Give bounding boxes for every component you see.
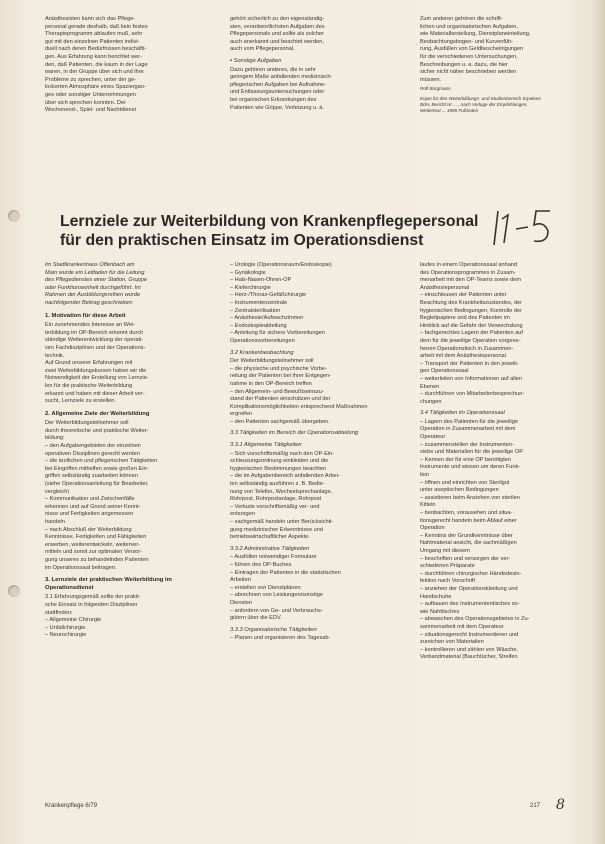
binder-hole — [8, 210, 20, 222]
text-line: wie Nahttisches — [420, 608, 460, 615]
text-line: sucht, Lernziele zu erstellen. — [45, 398, 116, 405]
text-line: – Instrumentenzentrale — [230, 299, 288, 306]
text-line: Ein zunehmendes Interesse an Wei- — [45, 322, 136, 329]
text-line: durch theoretische und praktische Weiter- — [45, 427, 149, 434]
text-line: – Transport der Patienten in den jeweili- — [420, 360, 519, 367]
text-line: Zum anderen gehören die schrift- — [420, 16, 503, 22]
text-line: – zusammenstellen der Instrumenten- — [420, 441, 514, 448]
page-number-area — [530, 799, 590, 825]
text-line: – Anleitung für sichere Vorbereitungen — [230, 330, 325, 337]
text-line: chungen — [420, 398, 442, 405]
text-line: – Neurochirurgie — [45, 632, 87, 639]
text-line: ven Fachdisziplinen und der Operations- — [45, 344, 146, 351]
text-line: gung unseres zu behandelnden Patienten — [45, 556, 149, 563]
text-line: – erstellen von Dienstplänen — [230, 584, 301, 591]
text-line: ten selbständig ausführen z. B. Bedie- — [230, 481, 325, 488]
main-column-1 — [45, 262, 205, 640]
page-edge-shadow — [591, 0, 605, 844]
text-line: schiedenen Präparate — [420, 563, 475, 570]
text-line: zwei Weiterbildungskursen haben wir die — [45, 367, 147, 374]
text-line: – Kenntnis der Grundkenntnisse über — [420, 532, 513, 539]
text-line: erkannt und haben mit dieser Arbeit ver- — [45, 390, 145, 397]
text-line: geringem Maße anfallenden medizinisch- — [230, 74, 333, 81]
text-line: – Hals-Nasen-Ohren-OP — [230, 277, 292, 284]
text-line: Arbeiten — [230, 577, 251, 584]
section-heading: 2. Allgemeine Ziele der Weiterbildung — [45, 410, 150, 417]
text-line: (siehe Operationsanleitung für Bearbeiter, — [45, 481, 149, 488]
text-line: – Sich vorschriftsmäßig nach den OP-Ein- — [230, 450, 335, 457]
text-line: Dazu gehören anderes, die in sehr — [230, 66, 316, 73]
text-line: Therapieprogramm ablaufen muß, sehr — [45, 31, 143, 38]
page-number: 217 — [530, 803, 541, 809]
text-line: sammenarbeit mit dem Operateur — [420, 623, 504, 630]
section-heading: 3.3 Tätigkeiten im Bereich der Operationsabteilung — [230, 430, 359, 437]
text-line: – fachgerechtes Lagern der Patienten auf — [420, 330, 523, 337]
text-line: – aufbauen des Instrumententisches so- — [420, 601, 520, 608]
text-line: griffen selbständig zuarbeiten können — [45, 473, 138, 480]
text-line: des Operationsprogrammes in Zusam- — [420, 269, 516, 276]
text-line: dem für die jeweilige Operation vorgese- — [420, 337, 521, 344]
text-line: Rahmen der Ausbildungsreihen wurde — [45, 292, 140, 299]
text-line: tion — [420, 472, 430, 479]
section-heading: 3.3.1 Allgemeine Tätigkeiten — [230, 442, 302, 449]
text-line: Beachtung des Krankheitszustandes, der — [420, 299, 522, 306]
text-line: – Herz-/Thorax-Gefäßchirurgie — [230, 292, 307, 299]
binder-hole — [8, 585, 20, 597]
text-line: Kopie für den Weiterbildungs- und Studienbereich Erpekom — [420, 96, 541, 102]
text-line: – Verluste vorschriftsmäßig ver- und — [230, 503, 320, 510]
text-line: über sich sprechen konnten. Der — [45, 99, 126, 106]
text-line: – kontrollieren und zählen von Wäsche, — [420, 646, 518, 653]
text-line: Auf Grund unserer Erfahrungen mit — [45, 360, 133, 367]
text-line: Anästhesiepersonal — [420, 284, 470, 291]
section-heading: 3. Lernziele der praktischen Weiterbildung im Operationsdienst — [45, 577, 172, 591]
text-line: – Zentralsterilisation — [230, 307, 281, 314]
text-line: – anfordern von Ge- und Verbrauchs- — [230, 607, 323, 614]
handwritten-page-mark: 8 — [556, 797, 565, 813]
text-line: auch anerkannt und beachtet werden, — [230, 38, 324, 45]
text-line: gen. Aus Erfahrung kann berichtet wer- — [45, 53, 143, 60]
text-line: – führen des OP-Buches — [230, 561, 292, 568]
main-column-2 — [230, 262, 390, 643]
author-signature: Rolf Borgmann — [420, 86, 451, 92]
text-line: – die physische und psychische Vorbe- — [230, 365, 327, 372]
text-line: Weitertext ... 1985 Fußnoten — [420, 108, 479, 114]
text-line: nung von Telefon, Wechselsprechanlage, — [230, 488, 333, 495]
text-line: rung, Ausfüllen von Geldbescheinigungen — [420, 46, 524, 53]
text-line: Im Stadtkrankenhaus Offenbach am — [45, 262, 135, 268]
text-line: personal gerade deshalb, daß kein festes — [45, 23, 148, 30]
text-line: – den Patienten sachgemäß übergeben. — [230, 418, 330, 425]
text-line: ges oder sonstiger Unternehmungen — [45, 91, 136, 98]
top-column-1 — [45, 16, 195, 115]
text-line: für die verschiedenen Untersuchungen, — [420, 53, 518, 60]
text-line: Operateur — [420, 434, 446, 441]
text-line: handeln — [45, 519, 65, 525]
text-line: vergleich) — [45, 488, 70, 495]
text-line: – Unfallchirurgie — [45, 624, 86, 631]
text-line: operativen Disziplinen gerecht werden — [45, 450, 140, 457]
text-line: gung medizinischer Erkenntnisse und — [230, 526, 323, 533]
text-line: duell nach deren Bedürfnissen beschäfti- — [45, 46, 147, 53]
text-line: erwerben, weiterentwickeln, weiterver- — [45, 541, 141, 548]
section-heading: ▪ Sonstige Aufgaben — [230, 57, 282, 64]
text-line: sten, verantwortlichsten Aufgaben des — [230, 23, 325, 30]
section-heading: 3.4 Tätigkeiten im Operationssaal — [420, 410, 505, 417]
text-line: nachfolgender Beitrag geschrieben: — [45, 299, 134, 306]
text-line: Der Weiterbildungsteilnehmer soll — [45, 420, 129, 427]
text-line: stattfinden: — [45, 609, 73, 616]
text-line: ergreifen — [230, 411, 253, 418]
text-line: Operationsvorbereitungen — [230, 337, 295, 344]
text-line: arbeit mit dem Anästhesiepersonal — [420, 353, 506, 360]
text-line: – assistieren beim Anziehen von sterilen — [420, 494, 520, 501]
title-line-2: für den praktischen Einsatz im Operationsdienst — [60, 232, 424, 249]
text-line: Probleme zu sprechen, unter der ge- — [45, 76, 137, 83]
text-line: – situationsgerecht Instrumentieren und — [420, 631, 519, 638]
text-line: – abwaschen des Operationsgebietes in Zu- — [420, 616, 530, 623]
text-line: Rohrpost, Rohrpostanlage, Rohrpost — [230, 496, 322, 503]
text-line: gütern über die EDV. — [230, 615, 282, 622]
text-line: technik. — [45, 352, 65, 359]
text-line: – Eintragen der Patienten in die statistischen — [230, 569, 341, 576]
journal-footer: Krankenpflege 6/79 — [45, 803, 98, 809]
text-line: entsorgen — [230, 511, 255, 518]
text-line: Verbandmaterial (Bauchtücher, Streifen — [420, 654, 518, 661]
text-line: lockerten Atmosphäre eines Spaziergan- — [45, 84, 146, 91]
text-line: bildung: — [45, 435, 65, 442]
text-line: Umgang mit diesem — [420, 547, 470, 554]
text-line: laufes in einem Operationssaal anhand — [420, 262, 518, 268]
text-line: – Planen und organisieren des Tagesab- — [230, 635, 331, 642]
text-line: erkennen und auf Grund seiner Kennt- — [45, 503, 141, 510]
text-line: Hinblick auf die Gefahr der Verwechslung — [420, 322, 523, 329]
text-line: sche Einsatz in folgenden Disziplinen — [45, 601, 138, 608]
text-line: und Entlassungsuntersuchungen oder — [230, 89, 325, 96]
text-line: – anziehen der Operationskleidung und — [420, 585, 518, 592]
text-line: lichen und organisatorischen Aufgaben, — [420, 23, 518, 30]
text-line: nisse und Fertigkeiten angemessen — [45, 511, 134, 518]
text-line: – weiterleiten von Informationen auf allen — [420, 375, 522, 382]
text-line: Kitteln — [420, 502, 436, 509]
text-line: fektion nach Vorschrift — [420, 578, 476, 585]
text-line: Main wurde ein Leitfaden für die Leitung — [45, 269, 145, 276]
text-line: – nach Abschluß der Weiterbildung — [45, 526, 132, 533]
text-line: Wochenend-, Spiel- und Nachtdienst — [45, 107, 137, 114]
text-line: Pflegepersonals und sollte als solcher — [230, 31, 324, 38]
text-line: – Endoskopieabteilung — [230, 322, 287, 329]
text-line: bei Eingriffen mithelfen sowie großen Ein- — [45, 465, 149, 472]
text-line: – Gynäkologie — [230, 269, 266, 276]
text-line: Komplikationsmöglichkeiten entsprechend Maßnahmen — [230, 403, 368, 410]
text-line: terbildung im OP-Bereich erkennt durch — [45, 329, 144, 336]
text-line: oder Funktionseinheit durchgeführt. Im — [45, 284, 141, 291]
text-line: Nahtmaterial ansicht, die sachmäßigen — [420, 540, 517, 547]
text-line: – Kieferchirurgie — [230, 284, 271, 291]
text-line: im Operationssaal beitragen. — [45, 564, 117, 571]
text-line: Operation — [420, 525, 445, 532]
text-line: den, daß Patienten, die kaum in der Lage — [45, 61, 148, 68]
text-line: mitteln und somit zur optimalen Versor- — [45, 549, 142, 556]
text-line: menarbeit mit den OP-Teams sowie dem — [420, 277, 522, 284]
section-heading: 1. Motivation für diese Arbeit — [45, 312, 126, 319]
text-line: Ebenen — [420, 383, 440, 390]
section-heading: 3.2 Krankenbeobachtung — [230, 349, 294, 356]
text-line: Diensten — [230, 599, 253, 606]
text-line: – einschleusen der Patienten unter — [420, 292, 507, 299]
text-line: pflegerischen Aufgaben bei Aufnahme- — [230, 81, 327, 88]
text-line: sicher nicht näher beschrieben werden — [420, 69, 517, 76]
text-line: – durchführen von Mitarbeiterbesprechun- — [420, 391, 525, 398]
text-line: des Pflegedienstes einer Station, Gruppe — [45, 277, 147, 284]
text-line: waren, in der Gruppe über sich und ihre — [45, 69, 144, 76]
text-line: – öffnen und einrichten von Sterilgut — [420, 479, 510, 486]
text-line: nahme in den OP-Bereich treffen — [230, 380, 312, 387]
text-line: hygienischen Bestimmungen beachten — [230, 465, 327, 472]
text-line: unter aseptischen Bedingungen — [420, 487, 499, 494]
top-column-3 — [420, 16, 570, 114]
title-line-1: Lernziele zur Weiterbildung von Krankenpflegepersonal — [60, 213, 479, 230]
text-line: Beobachtungsbogen- und Kurvenfüh- — [420, 38, 513, 45]
text-line: gehört sicherlich zu den eigenständig- — [230, 16, 325, 22]
text-line: gen Operationssaal — [420, 368, 469, 375]
text-line: 3.1 Erfahrungsgemäß sollte der prakti- — [45, 594, 141, 601]
text-line: – Lagern des Patienten für die jeweilige — [420, 418, 518, 425]
text-line: Notwendigkeit der Erstellung von Lernzie- — [45, 375, 149, 382]
text-line: – Kommunikation und Zwischenfälle — [45, 496, 135, 503]
text-line: – Urologie (Operationsraum/Endoskopie) — [230, 262, 332, 268]
text-line: – Ausfüllen notwendiger Formulare — [230, 554, 317, 561]
text-line: – abrechnen von Leistungen/sonstige — [230, 592, 323, 599]
text-line: – den Aufgabengebieten der einzelnen — [45, 443, 141, 450]
text-line: auch vom Pflegepersonal. — [230, 46, 295, 53]
text-line: Operation in Zusammenarbeit mit dem — [420, 426, 516, 433]
text-line: schleusungsordnung einkleiden und die — [230, 458, 329, 465]
text-line: – die im Aufgabenbereich anfallenden Arbei- — [230, 473, 340, 480]
main-column-3 — [420, 262, 580, 662]
text-line: – Anästhesie/Aufwachzimmer — [230, 315, 304, 322]
text-line: Begleitpapiere und des Patienten im — [420, 315, 510, 322]
text-line: Handschuhe — [420, 593, 452, 600]
text-line: – Allgemeine Chirurgie — [45, 617, 102, 624]
text-line: stand der Patienten einschätzen und der — [230, 396, 331, 403]
text-line: – Kennen der für eine OP benötigten — [420, 456, 512, 463]
text-line: – beobachten, vorausehen und situa- — [420, 510, 513, 516]
text-line: reitung der Patienten bei ihrer Entgegen- — [230, 373, 332, 380]
article-title — [60, 212, 480, 250]
text-line: zureichen von Materialien — [420, 639, 484, 646]
text-line: Patienten wie Grippe, Verletzung u. ä. — [230, 104, 324, 111]
text-line: – durchführen chirurgischer Händedesin- — [420, 570, 522, 577]
text-line: – die ärztlichen und pflegerischen Tätigkeiten — [45, 458, 158, 465]
text-line: müssen. — [420, 76, 442, 83]
text-line: Kenntnisse, Fertigkeiten und Fähigkeiten — [45, 534, 147, 541]
text-line: hygienischen Bedingungen, Kontrolle der — [420, 307, 523, 314]
text-line: – sachgemäß handeln unter Berücksichti- — [230, 519, 334, 525]
top-column-2 — [230, 16, 380, 112]
text-line: Instrumente und wissen um deren Funk- — [420, 464, 521, 471]
text-line: len für die praktische Weiterbildung — [45, 382, 133, 389]
text-line: Beschreibungen u. a. dazu, die hier — [420, 61, 509, 68]
binder-holes — [6, 0, 24, 844]
text-line: ständige Weiterentwicklung der operati- — [45, 337, 144, 344]
text-line: – beschriften und versorgen der ver- — [420, 555, 511, 562]
text-line: Anästhesisten kann sich das Pflege- — [45, 16, 136, 22]
text-line: henen Operationstisch in Zusammen- — [420, 345, 514, 352]
text-line: tionsgerecht handeln beim Ablauf einer — [420, 517, 517, 524]
text-line: siebe und Materialien für die jeweilige OP — [420, 449, 523, 456]
text-line: bei organischen Erkrankungen des — [230, 96, 317, 103]
text-line: wie Materialbestellung, Dienstplaneinteilung, — [420, 31, 531, 38]
text-line: BdH, Bericht Nr. ..., nach Vorlage der Empfehlungen, — [420, 102, 528, 108]
section-heading: 3.3.3 Organisatorische Tätigkeiten — [230, 626, 317, 633]
text-line: Der Weiterbildungsteilnehmer soll — [230, 358, 314, 365]
section-heading: 3.3.2 Administrative Tätigkeiten — [230, 545, 310, 552]
text-line: gut mit den einzelnen Patienten indivi- — [45, 38, 140, 45]
text-line: betriebswirtschaftlicher Aspekte. — [230, 534, 310, 541]
text-line: – den Allgemein- und Bewußtseinszu- — [230, 388, 324, 395]
handwritten-annotation — [488, 205, 568, 251]
